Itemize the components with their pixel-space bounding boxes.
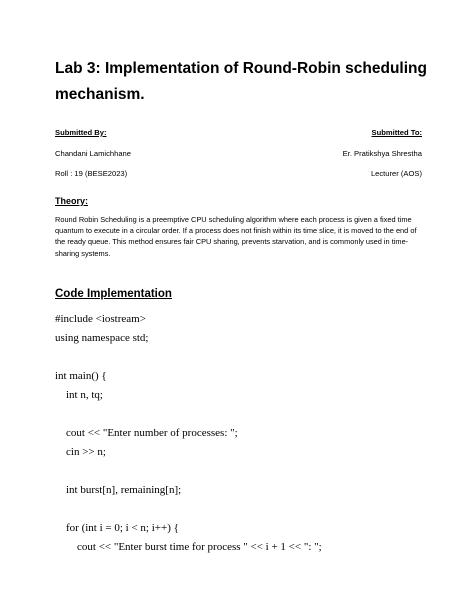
code-line [55, 500, 322, 519]
code-line: cin >> n; [55, 446, 106, 458]
student-name: Chandani Lamichhane [55, 149, 131, 158]
code-line [55, 405, 322, 424]
code-line: int n, tq; [55, 389, 103, 401]
submitted-to-label: Submitted To: [371, 128, 422, 137]
document-title [55, 56, 435, 108]
teacher-name: Er. Pratikshya Shrestha [342, 149, 422, 158]
code-block [55, 310, 322, 557]
code-line: cout << "Enter number of processes: "; [55, 427, 238, 439]
title-line-1: Lab 3: Implementation of Round-Robin scheduling [55, 60, 427, 77]
code-line: cout << "Enter burst time for process " << i + 1 << ": "; [55, 541, 322, 553]
code-line: #include <iostream> [55, 313, 146, 325]
code-line: int main() { [55, 370, 107, 382]
title-line-2: mechanism. [55, 86, 145, 103]
code-line [55, 348, 322, 367]
code-line: using namespace std; [55, 332, 149, 344]
theory-paragraph: Round Robin Scheduling is a preemptive CPU scheduling algorithm where each process is given a fixed time quantum to execute in a circular order. If a process does not finish within its time slice, it is moved to the end of the ready queue. This method ensures fair CPU sharing, prevents starvation, and is commonly used in time-sharing systems. [55, 215, 417, 258]
teacher-role: Lecturer (AOS) [370, 169, 422, 178]
code-line: int burst[n], remaining[n]; [55, 484, 182, 496]
theory-heading: Theory: [55, 196, 89, 206]
code-line [55, 462, 322, 481]
code-line: for (int i = 0; i < n; i++) { [55, 522, 179, 534]
submitted-by-label: Submitted By: [55, 128, 107, 137]
student-roll: Roll : 19 (BESE2023) [55, 169, 128, 178]
code-heading: Code Implementation [55, 288, 172, 300]
